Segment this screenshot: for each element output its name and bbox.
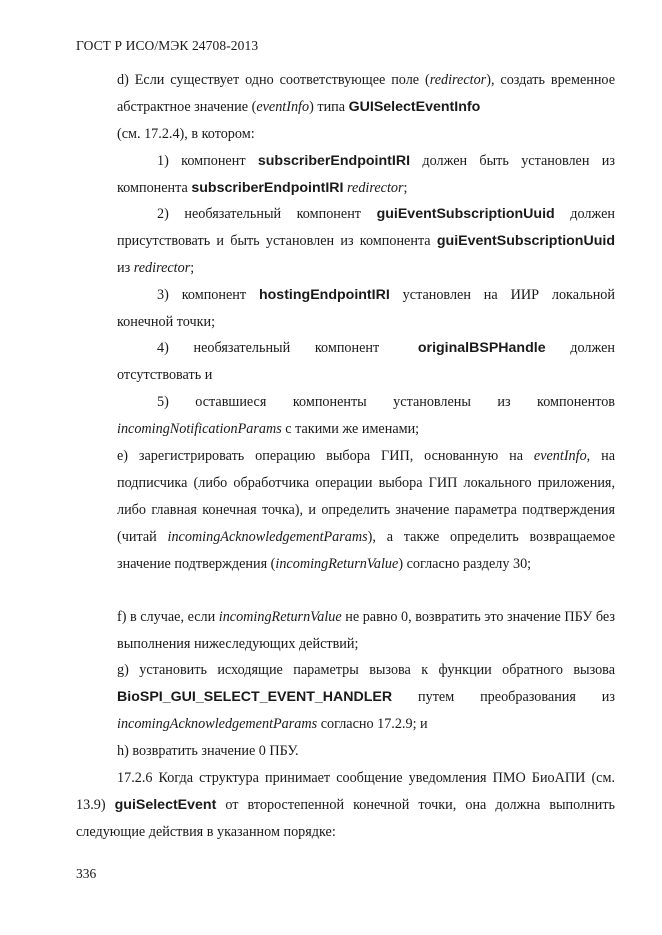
- item-d2: 2) необязательный компонент guiEventSubscriptionUuid должен присутствовать и быть установлен из компонента guiEventSubscriptionUuid из redirector;: [117, 206, 615, 276]
- callback-function-name: BioSPI_GUI_SELECT_EVENT_HANDLER: [117, 689, 393, 705]
- page-number: 336: [76, 866, 97, 881]
- item-d3: 3) компонент hostingEndpointIRI установлен на ИИР локальной конечной точки;: [117, 287, 615, 330]
- item-d4: 4) необязательный компонент originalBSPHandle должен отсутствовать и: [117, 340, 615, 383]
- item-g: g) установить исходящие параметры вызова к функции обратного вызова BioSPI_GUI_SELECT_EVENT_HANDLER путем преобразования из incomingAcknowledgementParams согласно 17.2.9; и: [117, 662, 615, 732]
- item-d5: 5) оставшиеся компоненты установлены из компонентов incomingNotificationParams с такими же именами;: [117, 394, 615, 437]
- item-f: f) в случае, если incomingReturnValue не равно 0, возвратить это значение ПБУ без выполнения нижеследующих действий;: [117, 609, 616, 652]
- type-name: GUISelectEventInfo: [348, 99, 481, 115]
- message-name: guiSelectEvent: [114, 797, 217, 813]
- clause-17-2-6: 17.2.6 Когда структура принимает сообщение уведомления ПМО БиоАПИ (см. 13.9) guiSelectEvent от второстепенной конечной точки, она должна выполнить следующие действия в указанном порядке:: [76, 770, 615, 840]
- item-e: e) зарегистрировать операцию выбора ГИП, основанную на eventInfo, на подписчика (либо обработчика операции выбора ГИП локального приложения, либо главная конечная точка), и определить значение параметра подтверждения (читай incomingAcknowledgementParams), а также определить возвращаемое значение подтверждения (incomingReturnValue) согласно разделу 30;: [117, 448, 615, 572]
- item-d1: 1) компонент subscriberEndpointIRI должен быть установлен из компонента subscriberEndpointIRI redirector;: [117, 153, 615, 196]
- standard-header: ГОСТ Р ИСО/МЭК 24708-2013: [76, 38, 259, 53]
- item-d: d) Если существует одно соответствующее поле (redirector), создать временное абстрактное значение (eventInfo) типа GUISelectEventInfo (см. 17.2.4), в котором:: [117, 72, 615, 142]
- item-h: h) возвратить значение 0 ПБУ.: [117, 743, 299, 759]
